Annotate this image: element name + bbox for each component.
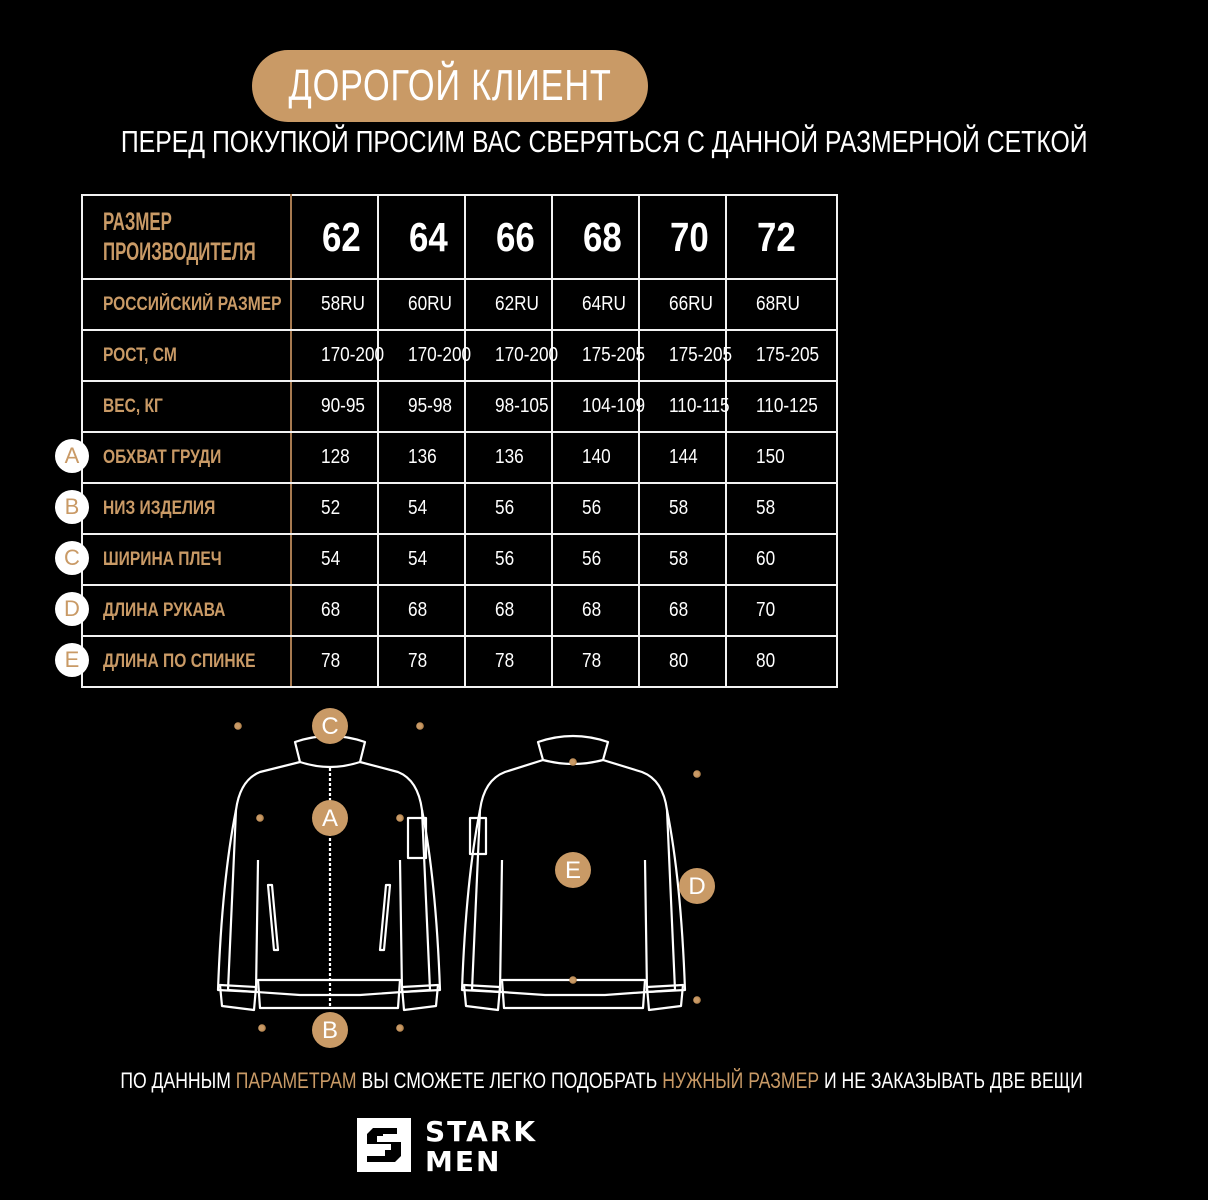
- table-cell: 98-105: [465, 381, 552, 432]
- table-cell: 58: [639, 483, 726, 534]
- marker-b-front: [312, 1012, 348, 1048]
- jacket-illustration: [0, 700, 900, 1060]
- table-cell: 68: [552, 585, 639, 636]
- table-cell: 60: [726, 534, 837, 585]
- row-marker: D: [55, 592, 89, 626]
- table-cell: 58: [726, 483, 837, 534]
- footer-text: [0, 1068, 1083, 1094]
- table-cell: 58RU: [291, 279, 378, 330]
- table-row: [82, 330, 837, 381]
- table-cell: 66RU: [639, 279, 726, 330]
- table-cell: 64RU: [552, 279, 639, 330]
- row-marker: A: [55, 439, 89, 473]
- marker-d-back: [679, 868, 715, 904]
- row-marker: C: [55, 541, 89, 575]
- table-cell: 68: [639, 585, 726, 636]
- table-row: [82, 279, 837, 330]
- table-cell: 78: [465, 636, 552, 687]
- row-marker: E: [55, 643, 89, 677]
- table-cell: 150: [726, 432, 837, 483]
- row-label: ДЛИНА ПО СПИНКЕ: [82, 636, 291, 687]
- table-cell: 54: [291, 534, 378, 585]
- table-cell: 140: [552, 432, 639, 483]
- size-2: 66: [465, 195, 552, 279]
- row-label: РОССИЙСКИЙ РАЗМЕР: [82, 279, 291, 330]
- svg-text:E: E: [564, 857, 582, 884]
- size-table: [81, 194, 838, 688]
- table-cell: 52: [291, 483, 378, 534]
- footer-accent2: НУЖНЫЙ РАЗМЕР: [662, 1068, 820, 1093]
- subtitle-text: ПЕРЕД ПОКУПКОЙ ПРОСИМ ВАС СВЕРЯТЬСЯ С ДАННОЙ РАЗМЕРНОЙ СЕТКОЙ: [120, 124, 1088, 159]
- table-cell: 170-200: [465, 330, 552, 381]
- table-cell: 104-109: [552, 381, 639, 432]
- table-cell: 70: [726, 585, 837, 636]
- size-0: 62: [291, 195, 378, 279]
- table-cell: 56: [552, 483, 639, 534]
- table-cell: 68: [291, 585, 378, 636]
- table-cell: 175-205: [726, 330, 837, 381]
- table-cell: 54: [378, 534, 465, 585]
- logo-line2: MEN: [425, 1145, 502, 1178]
- row-label: НИЗ ИЗДЕЛИЯ: [82, 483, 291, 534]
- table-cell: 68RU: [726, 279, 837, 330]
- svg-text:D: D: [688, 873, 706, 900]
- brand-logo: [355, 1116, 555, 1176]
- footer-accent1: ПАРАМЕТРАМ: [235, 1068, 357, 1093]
- size-1: 64: [378, 195, 465, 279]
- table-row: [82, 381, 837, 432]
- row-marker: B: [55, 490, 89, 524]
- table-cell: 136: [378, 432, 465, 483]
- table-cell: 128: [291, 432, 378, 483]
- footer-part1: ПО ДАННЫМ: [120, 1068, 236, 1093]
- logo-icon: [355, 1116, 413, 1174]
- table-row: [82, 585, 837, 636]
- table-cell: 170-200: [378, 330, 465, 381]
- table-cell: 68: [378, 585, 465, 636]
- svg-text:B: B: [321, 1017, 339, 1044]
- table-cell: 80: [726, 636, 837, 687]
- table-cell: 95-98: [378, 381, 465, 432]
- row-label: ШИРИНА ПЛЕЧ: [82, 534, 291, 585]
- table-cell: 54: [378, 483, 465, 534]
- row-label: ВЕС, КГ: [82, 381, 291, 432]
- row-label: ОБХВАТ ГРУДИ: [82, 432, 291, 483]
- table-cell: 56: [552, 534, 639, 585]
- marker-a-front: [312, 800, 348, 836]
- table-cell: 90-95: [291, 381, 378, 432]
- table-cell: 58: [639, 534, 726, 585]
- table-cell: 136: [465, 432, 552, 483]
- table-cell: 110-125: [726, 381, 837, 432]
- svg-text:A: A: [321, 805, 339, 832]
- marker-c-front: [312, 708, 348, 744]
- table-cell: 80: [639, 636, 726, 687]
- row-label: ДЛИНА РУКАВА: [82, 585, 291, 636]
- title-pill: [252, 50, 648, 122]
- table-cell: 56: [465, 483, 552, 534]
- size-5: 72: [726, 195, 837, 279]
- table-cell: 175-205: [639, 330, 726, 381]
- table-cell: 62RU: [465, 279, 552, 330]
- footer-part3: И НЕ ЗАКАЗЫВАТЬ ДВЕ ВЕЩИ: [819, 1068, 1083, 1093]
- subtitle: [0, 124, 1088, 160]
- table-cell: 78: [291, 636, 378, 687]
- logo-line1: STARK: [425, 1115, 538, 1148]
- table-cell: 170-200: [291, 330, 378, 381]
- size-3: 68: [552, 195, 639, 279]
- table-cell: 78: [552, 636, 639, 687]
- table-cell: 144: [639, 432, 726, 483]
- table-cell: 60RU: [378, 279, 465, 330]
- table-row: [82, 432, 837, 483]
- page-title: ДОРОГОЙ КЛИЕНТ: [288, 61, 612, 110]
- table-cell: 68: [465, 585, 552, 636]
- manufacturer-size-label: РАЗМЕР ПРОИЗВОДИТЕЛЯ: [82, 195, 291, 279]
- table-row: [82, 636, 837, 687]
- table-cell: 78: [378, 636, 465, 687]
- row-label: РОСТ, СМ: [82, 330, 291, 381]
- marker-e-back: [555, 852, 591, 888]
- svg-text:C: C: [321, 713, 339, 740]
- footer-part2: ВЫ СМОЖЕТЕ ЛЕГКО ПОДОБРАТЬ: [356, 1068, 663, 1093]
- table-cell: 56: [465, 534, 552, 585]
- table-row: [82, 483, 837, 534]
- table-cell: 110-115: [639, 381, 726, 432]
- table-row: [82, 534, 837, 585]
- table-cell: 175-205: [552, 330, 639, 381]
- size-4: 70: [639, 195, 726, 279]
- table-header-row: [82, 195, 837, 279]
- front-jacket: [218, 736, 440, 1010]
